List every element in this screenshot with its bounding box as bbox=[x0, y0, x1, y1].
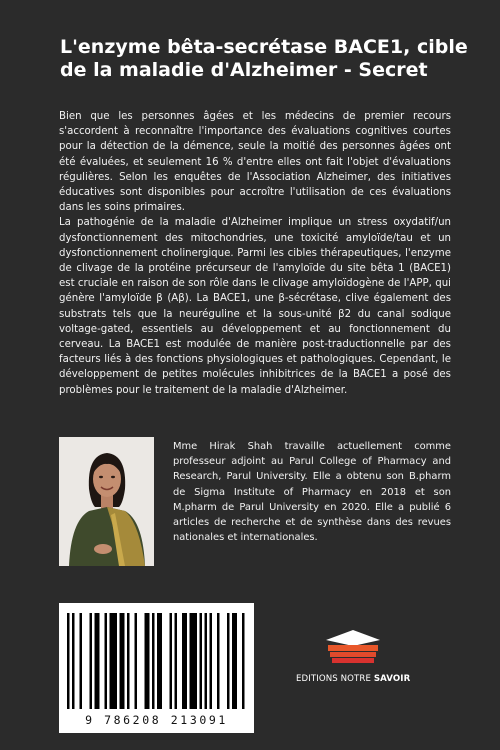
barcode-bar bbox=[190, 613, 198, 709]
barcode-bar bbox=[217, 613, 220, 709]
barcode-bar bbox=[200, 613, 203, 709]
barcode-bar bbox=[90, 613, 93, 709]
barcode-bar bbox=[95, 613, 100, 709]
barcode-bar bbox=[110, 613, 118, 709]
author-photo bbox=[59, 437, 154, 566]
barcode-bar bbox=[205, 613, 208, 709]
abstract-paragraph-1: Bien que les personnes âgées et les médecins de premier recours s'accordent à reconnaître l'importance des évaluations cognitives courtes pour la détection de la démence, seule la moitié des personnes âgées ont été évaluées, et seulement 16 % d'entre elles ont fait l'objet d'évaluations régulières. Selon les enquêtes de l'Association Alzheimer, des initiatives éducatives sont disponibles pour accroître l'utilisation de ces évaluations dans les soins primaires. bbox=[59, 111, 451, 214]
publisher-logo-icon bbox=[322, 626, 384, 666]
barcode-bar bbox=[227, 613, 230, 709]
barcode-bar bbox=[127, 613, 130, 709]
barcode-bar bbox=[182, 613, 187, 709]
barcode-bar bbox=[157, 613, 162, 709]
barcode-bar bbox=[120, 613, 125, 709]
book-abstract bbox=[59, 109, 451, 398]
barcode-bar bbox=[145, 613, 150, 709]
barcode-bar bbox=[67, 613, 70, 709]
isbn-number: 9 786208 213091 bbox=[85, 713, 228, 727]
barcode-bar bbox=[105, 613, 108, 709]
barcode-bar bbox=[170, 613, 173, 709]
barcode-bar bbox=[175, 613, 178, 709]
barcode-bar bbox=[80, 613, 83, 709]
barcode-bar bbox=[242, 613, 245, 709]
publisher-name-prefix: EDITIONS NOTRE bbox=[296, 674, 374, 684]
barcode bbox=[59, 603, 254, 733]
publisher-name bbox=[296, 674, 426, 684]
barcode-bars bbox=[67, 613, 246, 709]
barcode-bar bbox=[210, 613, 213, 709]
author-bio: Mme Hirak Shah travaille actuellement comme professeur adjoint au Parul College of Pharmacy and Research, Parul University. Elle a obtenu son B.pharm de Sigma Institute of Pharmacy en 2018 et son M.pharm de Parul University en 2020. Elle a publié 6 articles de recherche et de synthèse dans des revues nationales et internationales. bbox=[173, 441, 451, 544]
barcode-bar bbox=[135, 613, 138, 709]
barcode-bar bbox=[72, 613, 75, 709]
publisher-name-bold: SAVOIR bbox=[373, 674, 411, 684]
book-title: L'enzyme bêta-secrétase BACE1, cible de la maladie d'Alzheimer - Secret bbox=[60, 36, 468, 81]
abstract-paragraph-2: La pathogénie de la maladie d'Alzheimer implique un stress oxydatif/un dysfonctionnement des mitochondries, une toxicité amyloïde/tau et un dysfonctionnement cholinergique. Parmi les cibles thérapeutiques, l'enzyme de clivage de la protéine précurseur de l'amyloïde du site bêta 1 (BACE1) est cruciale en raison de son rôle dans le clivage amyloïdogène de l'APP, qui génère l'amyloïde β (Aβ). La BACE1, une β-sécrétase, clive également des substrats tels que la neuréguline et la sous-unité β2 du canal sodique voltage-gated, essentiels au développement et au fonctionnement du cerveau. La BACE1 est modulée de manière post-traductionnelle par des facteurs liés à des fonctions physiologiques et pathologiques. Cependant, le développement de petites molécules inhibitrices de la BACE1 a posé des problèmes pour le traitement de la maladie d'Alzheimer. bbox=[59, 217, 451, 396]
barcode-bar bbox=[152, 613, 155, 709]
barcode-bar bbox=[232, 613, 237, 709]
